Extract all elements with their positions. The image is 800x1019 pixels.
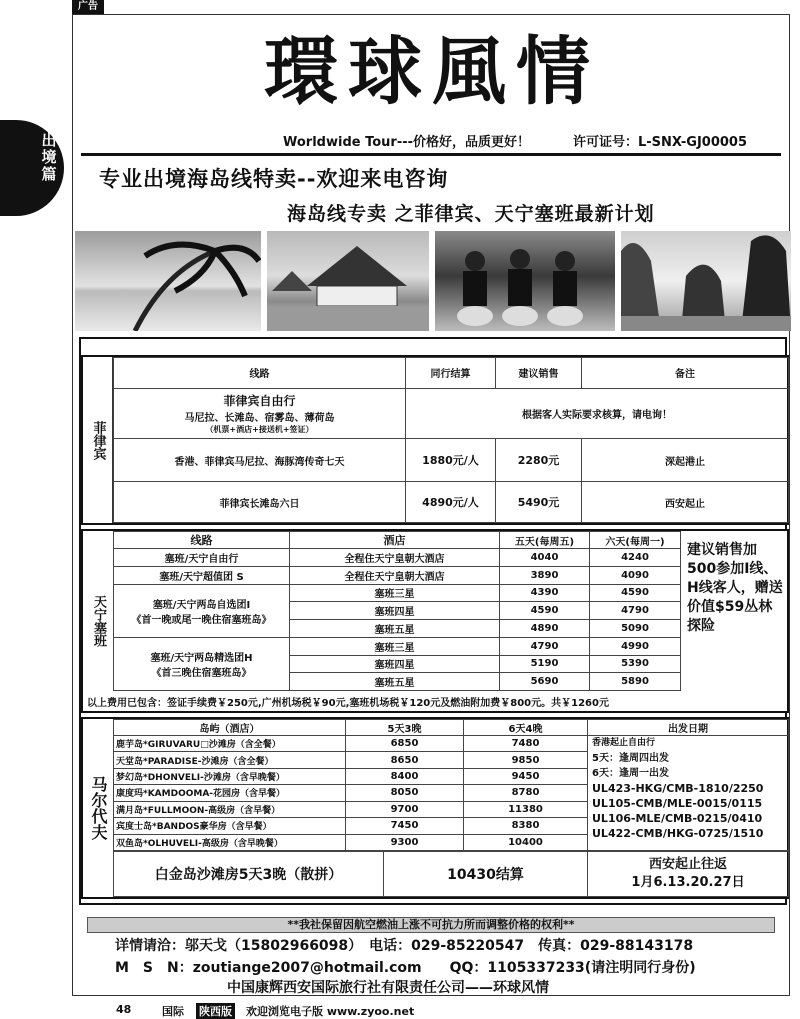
karst-islands-photo	[621, 231, 791, 331]
island-cell: 双鱼岛*OLHUVELI-高级房（含早晚餐）	[114, 834, 346, 850]
route-note: （机票+酒店+接送机+签证）	[205, 425, 314, 434]
price-6d4n: 9450	[464, 768, 588, 784]
maldives-table	[113, 719, 789, 851]
island-cell: 梦幻岛*DHONVELI-沙滩房（含早晚餐）	[114, 768, 346, 784]
depart-line: 香港起止自由行	[592, 738, 656, 748]
table-row	[114, 736, 789, 752]
col-header: 备注	[582, 358, 789, 389]
price-6d4n: 11380	[464, 801, 588, 817]
section-tab-char: 境	[41, 148, 57, 166]
col-header: 6天4晚	[464, 720, 588, 736]
table-row	[114, 549, 681, 567]
island-cell: 鹿芋岛*GIRUVARU□沙滩房（含全餐）	[114, 736, 346, 752]
table-row	[114, 388, 406, 439]
slogan-line	[283, 131, 783, 150]
route-cell	[114, 637, 290, 690]
sale-price: 2280元	[496, 439, 582, 482]
island-cell: 天堂岛*PARADISE-沙滩房（含全餐）	[114, 752, 346, 768]
price-5d: 5690	[500, 673, 590, 691]
price-6d: 5090	[590, 620, 681, 638]
hotel-cell: 塞班三星	[290, 584, 500, 602]
headline-primary: 专业出境海岛线特卖--欢迎来电咨询	[99, 167, 449, 191]
section-label: 菲律宾	[83, 357, 113, 523]
route-remark: 根据客人实际要求核算，请电询！	[406, 388, 789, 439]
page-footer	[0, 1000, 800, 1018]
price-6d4n: 9850	[464, 752, 588, 768]
msn-qq-line: M S N：zoutiange2007@hotmail.com QQ：1105337233(请注明同行身份)	[115, 960, 696, 976]
license-number: 许可证号：L-SNX-GJ00005	[573, 135, 748, 150]
col-header: 同行结算	[406, 358, 496, 389]
contact-line: 详情请洽：邬天戈（15802966098） 电话：029-85220547 传真：029-88143178	[115, 938, 694, 954]
net-price: 4890元/人	[406, 482, 496, 523]
table-row	[114, 482, 789, 523]
price-6d: 4990	[590, 637, 681, 655]
fee-includes: 以上费用已包含：签证手续费￥250元,广州机场税￥90元,塞班机场税￥120元及燃油附加费￥800元。共￥1260元	[87, 698, 609, 709]
col-header: 酒店	[290, 532, 500, 549]
platinum-price: 10430结算	[384, 852, 588, 897]
hotel-cell: 全程住天宁皇朝大酒店	[290, 549, 500, 567]
ad-title: 環球風情	[264, 29, 600, 115]
price-5d: 4040	[500, 549, 590, 567]
route-cell: 塞班/天宁自由行	[114, 549, 290, 567]
price-5d3n: 6850	[346, 736, 464, 752]
price-6d4n: 10400	[464, 834, 588, 850]
group-note: 《首三晚住宿塞班岛》	[151, 667, 252, 679]
price-6d4n: 8380	[464, 818, 588, 834]
price-5d: 4590	[500, 602, 590, 620]
route-cell	[114, 584, 290, 637]
col-header: 出发日期	[588, 720, 789, 736]
col-header: 五天(每周五)	[500, 532, 590, 549]
table-row	[114, 637, 681, 655]
flight-line: UL422-CMB/HKG-0725/1510	[592, 827, 764, 840]
page-number: 48	[116, 1003, 132, 1016]
table-row	[114, 439, 789, 482]
group-title: 塞班/天宁两岛精选团H	[150, 652, 253, 664]
flight-line: UL423-HKG/CMB-1810/2250	[592, 782, 764, 795]
col-header: 岛屿（酒店）	[114, 720, 346, 736]
hotel-cell: 塞班五星	[290, 673, 500, 691]
col-header: 建议销售	[496, 358, 582, 389]
price-6d: 4590	[590, 584, 681, 602]
xian-dates: 1月6.13.20.27日	[631, 875, 745, 890]
flight-line: UL106-MLE/CMB-0215/0410	[592, 812, 763, 825]
edition-badge: 陕西版	[196, 1003, 235, 1019]
price-6d: 4790	[590, 602, 681, 620]
xian-departure	[588, 852, 789, 897]
col-header: 线路	[114, 532, 290, 549]
table-row	[114, 584, 681, 602]
section-label: 天宁塞班	[91, 595, 106, 647]
philippines-table	[113, 357, 789, 523]
route-cell: 菲律宾长滩岛六日	[114, 482, 406, 523]
route-sub: 马尼拉、长滩岛、宿雾岛、薄荷岛	[184, 413, 335, 424]
depart-info	[588, 736, 789, 851]
company-name: 中国康辉西安国际旅行社有限责任公司——环球风情	[227, 980, 549, 996]
price-5d3n: 9700	[346, 801, 464, 817]
col-header: 5天3晚	[346, 720, 464, 736]
remark-cell: 深起港止	[582, 439, 789, 482]
group-title: 塞班/天宁两岛自选团I	[152, 599, 251, 611]
route-title: 菲律宾自由行	[223, 394, 296, 408]
route-cell: 香港、菲律宾马尼拉、海豚湾传奇七天	[114, 439, 406, 482]
price-5d: 3890	[500, 566, 590, 584]
price-6d: 4090	[590, 566, 681, 584]
hotel-cell: 塞班四星	[290, 655, 500, 673]
price-5d: 4890	[500, 620, 590, 638]
price-5d3n: 8050	[346, 785, 464, 801]
group-note: 《首一晚或尾一晚住宿塞班岛》	[131, 614, 272, 626]
section-tab-char: 篇	[41, 165, 57, 183]
saipan-promo-note: 建议销售加500参加I线、H线客人，赠送价值$59丛林探险	[687, 542, 783, 634]
price-5d: 5190	[500, 655, 590, 673]
price-5d3n: 8400	[346, 768, 464, 784]
hotel-cell: 塞班三星	[290, 637, 500, 655]
maldives-section	[81, 717, 789, 899]
island-cell: 宾度士岛*BANDOS豪华房（含早餐）	[114, 818, 346, 834]
price-5d: 4790	[500, 637, 590, 655]
divider	[81, 153, 781, 156]
tour-slogan: Worldwide Tour---价格好，品质更好！	[283, 135, 531, 150]
table-row	[114, 566, 681, 584]
price-5d3n: 8650	[346, 752, 464, 768]
price-6d: 5390	[590, 655, 681, 673]
beach-palm-photo	[75, 231, 261, 331]
photo-strip	[75, 231, 791, 331]
price-adjust-notice: **我社保留因航空燃油上涨不可抗力所而调整价格的权利**	[87, 917, 775, 933]
price-5d3n: 7450	[346, 818, 464, 834]
price-5d: 4390	[500, 584, 590, 602]
section-tab-char: 出	[41, 131, 57, 149]
headline-secondary: 海岛线专卖 之菲律宾、天宁塞班最新计划	[287, 203, 655, 225]
section-label: 马尔代夫	[89, 776, 108, 840]
depart-line: 5天：逢周四出发	[592, 753, 669, 764]
route-cell: 塞班/天宁超值团 S	[114, 566, 290, 584]
flight-line: UL105-CMB/MLE-0015/0115	[592, 797, 763, 810]
ad-frame	[72, 14, 790, 996]
net-price: 1880元/人	[406, 439, 496, 482]
col-header: 线路	[114, 358, 406, 389]
price-6d4n: 8780	[464, 785, 588, 801]
saipan-table	[113, 531, 681, 691]
platinum-island-offer: 白金岛沙滩房5天3晚（散拼）	[114, 852, 384, 897]
price-5d3n: 9300	[346, 834, 464, 850]
depart-line: 6天：逢周一出发	[592, 768, 669, 779]
page-section: 国际	[162, 1005, 184, 1018]
saipan-section	[81, 529, 789, 713]
section-tab	[0, 120, 64, 216]
xian-label: 西安起止往返	[648, 857, 727, 872]
island-cell: 康度玛*KAMDOOMA-花园房（含早餐）	[114, 785, 346, 801]
price-6d: 5890	[590, 673, 681, 691]
price-6d4n: 7480	[464, 736, 588, 752]
hotel-cell: 塞班四星	[290, 602, 500, 620]
site-link[interactable]: 欢迎浏览电子版 www.zyoo.net	[246, 1005, 415, 1018]
drummers-photo	[435, 231, 615, 331]
island-cell: 满月岛*FULLMOON-高级房（含早餐）	[114, 801, 346, 817]
sale-price: 5490元	[496, 482, 582, 523]
hotel-cell: 全程住天宁皇朝大酒店	[290, 566, 500, 584]
remark-cell: 西安起止	[582, 482, 789, 523]
thai-pavilion-photo	[267, 231, 429, 331]
price-6d: 4240	[590, 549, 681, 567]
ad-tag: 广告	[72, 0, 104, 14]
col-header: 六天(每周一)	[590, 532, 681, 549]
maldives-special-table	[113, 851, 789, 897]
hotel-cell: 塞班五星	[290, 620, 500, 638]
philippines-section	[81, 355, 789, 525]
